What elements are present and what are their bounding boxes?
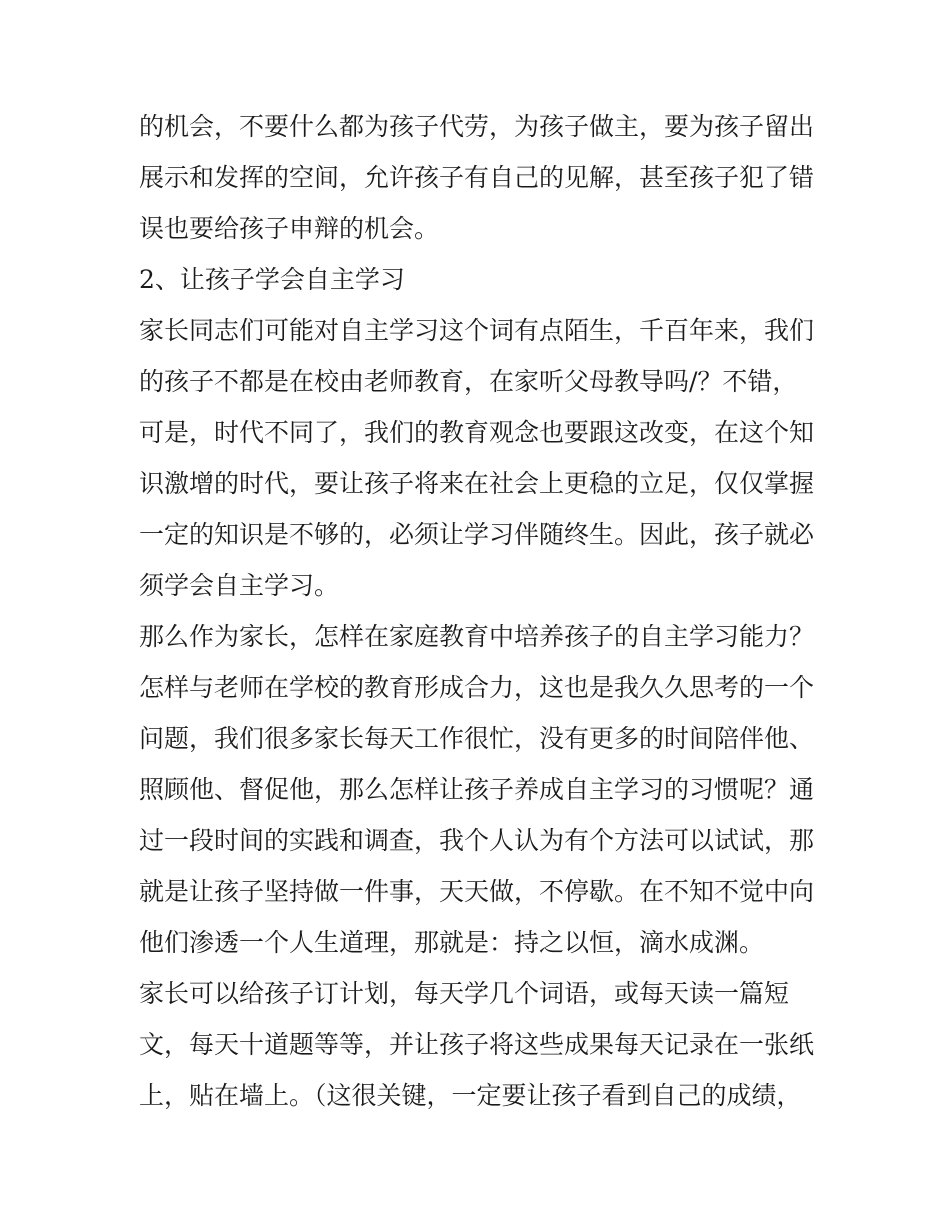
- text-line: 过一段时间的实践和调查，我个人认为有个方法可以试试，那: [139, 826, 815, 855]
- text-line: 问题，我们很多家长每天工作很忙，没有更多的时间陪伴他、: [139, 724, 815, 753]
- text-line: 上，贴在墙上。（这很关键，一定要让孩子看到自己的成绩，: [139, 1081, 802, 1110]
- text-line: 怎样与老师在学校的教育形成合力，这也是我久久思考的一个: [139, 673, 815, 702]
- text-line: 误也要给孩子申辩的机会。: [139, 214, 440, 243]
- text-line: 家长可以给孩子订计划，每天学几个词语，或每天读一篇短: [139, 979, 790, 1008]
- text-line: 就是让孩子坚持做一件事，天天做，不停歇。在不知不觉中向: [139, 877, 815, 906]
- text-line: 一定的知识是不够的，必须让学习伴随终生。因此，孩子就必: [139, 520, 815, 549]
- text-line: 识激增的时代，要让孩子将来在社会上更稳的立足，仅仅掌握: [139, 469, 815, 498]
- section-heading: 2、让孩子学会自主学习: [139, 265, 405, 294]
- text-line: 他们渗透一个人生道理，那就是：持之以恒，滴水成渊。: [139, 928, 765, 957]
- text-line: 的孩子不都是在校由老师教育，在家听父母教导吗/？不错，: [139, 367, 798, 396]
- text-line: 文，每天十道题等等，并让孩子将这些成果每天记录在一张纸: [139, 1030, 815, 1059]
- text-line: 可是，时代不同了，我们的教育观念也要跟这改变，在这个知: [139, 418, 815, 447]
- text-line: 那么作为家长，怎样在家庭教育中培养孩子的自主学习能力？: [139, 622, 815, 651]
- text-line: 家长同志们可能对自主学习这个词有点陌生，千百年来，我们: [139, 316, 815, 345]
- text-line: 的机会，不要什么都为孩子代劳，为孩子做主，要为孩子留出: [139, 112, 815, 141]
- text-line: 照顾他、督促他，那么怎样让孩子养成自主学习的习惯呢？通: [139, 775, 815, 804]
- body-text: [139, 101, 819, 1121]
- text-line: 展示和发挥的空间，允许孩子有自己的见解，甚至孩子犯了错: [139, 163, 815, 192]
- text-line: 须学会自主学习。: [139, 571, 340, 600]
